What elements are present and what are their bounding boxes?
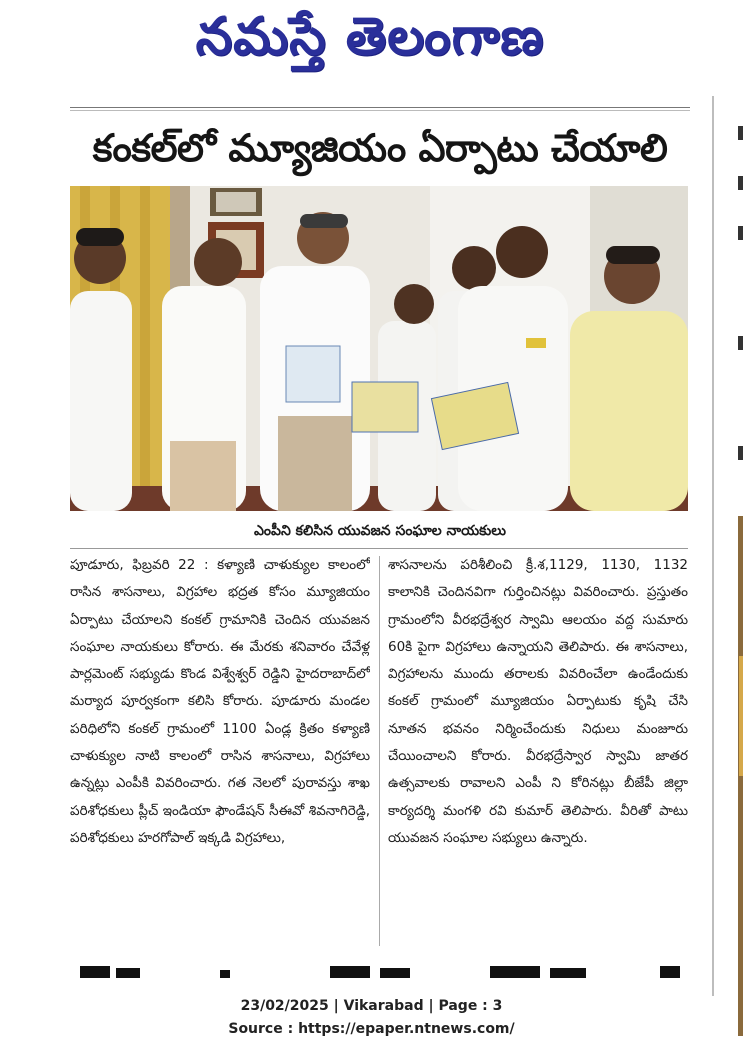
next-article-heading-fragment — [70, 960, 688, 978]
header-rule — [70, 107, 690, 108]
group-photo-illustration — [70, 186, 688, 511]
column-divider — [379, 556, 380, 946]
caption-rule — [70, 548, 688, 549]
article-photo — [70, 186, 688, 511]
article-headline: కంకల్‌లో మ్యూజియం ఏర్పాటు చేయాలి — [92, 126, 668, 170]
article-body-column-right: శాసనాలను పరిశీలించి క్రీ.శ,1129, 1130, 1132 కాలానికి చెందినవిగా గుర్తించినట్లు వివరించారు. ప్రస్తుతం గ్రామంలోని వీరభద్రేశ్వర స్వామి ఆలయం వద్ద సుమారు 60కి పైగా విగ్రహాలు ఉన్నాయని తెలిపారు. ఈ శాసనాలు, విగ్రహాలను ముందు తరాలకు వివరించేలా ఉండేందుకు కంకల్ గ్రామంలో మ్యూజియం ఏర్పాటుకు కృషి చేసి నూతన భవనం నిర్మించేందుకు నిధులు మంజూరు చేయించాలని కోరారు. వీరభద్రేస్వార స్వామి జాతర ఉత్సవాలకు రావాలని ఎంపీ ని కోరినట్లు బీజేపీ జిల్లా కార్యదర్శి మంగళి రవి కుమార్ తెలిపారు. వీరితో పాటు యువజన సంఘాల సభ్యులు ఉన్నారు. — [388, 557, 688, 846]
newspaper-masthead: నమస్తే తెలంగాణ — [195, 6, 545, 67]
article-body-column-left: పూడూరు, ఫిబ్రవరి 22 : కళ్యాణి చాళుక్యుల కాలంలో రాసిన శాసనాలు, విగ్రహాల భద్రత కోసం మ్యూజియం ఏర్పాటు చేయాలని కంకల్ గ్రామానికి చెందిన యువజన సంఘాల నాయకులు కోరారు. ఈ మేరకు శనివారం చేవేళ్ల పార్లమెంట్ సభ్యుడు కొండ విశ్వేశ్వర్ రెడ్డిని హైదరాబాద్‌లో మర్యాద పూర్వకంగా కలిసి కోరారు. పూడూరు మండల పరిధిలోని కంకల్ గ్రామంలో 1100 ఏండ్ల క్రితం కళ్యాణి చాళుక్యుల నాటి కాలంలో రాసిన శాసనాలు, విగ్రహాలు ఉన్నట్లు ఎంపీకి వివరించారు. గత నెలలో పురావస్తు శాఖ పరిశోధకులు ప్లీచ్ ఇండియా ఫౌండేషన్ సీఈవో శివనాగిరెడ్డి, పరిశోధకులు హరగోపాల్ ఇక్కడి విగ్రహాలు, — [70, 557, 370, 846]
adjacent-page-edge — [712, 96, 743, 1036]
footer-source-link[interactable]: Source : https://epaper.ntnews.com/ — [228, 1021, 515, 1037]
header-rule-secondary — [70, 110, 690, 111]
footer-date-edition: 23/02/2025 | Vikarabad | Page : 3 — [240, 998, 503, 1014]
photo-caption: ఎంపీని కలిసిన యువజన సంఘాల నాయకులు — [253, 523, 507, 539]
